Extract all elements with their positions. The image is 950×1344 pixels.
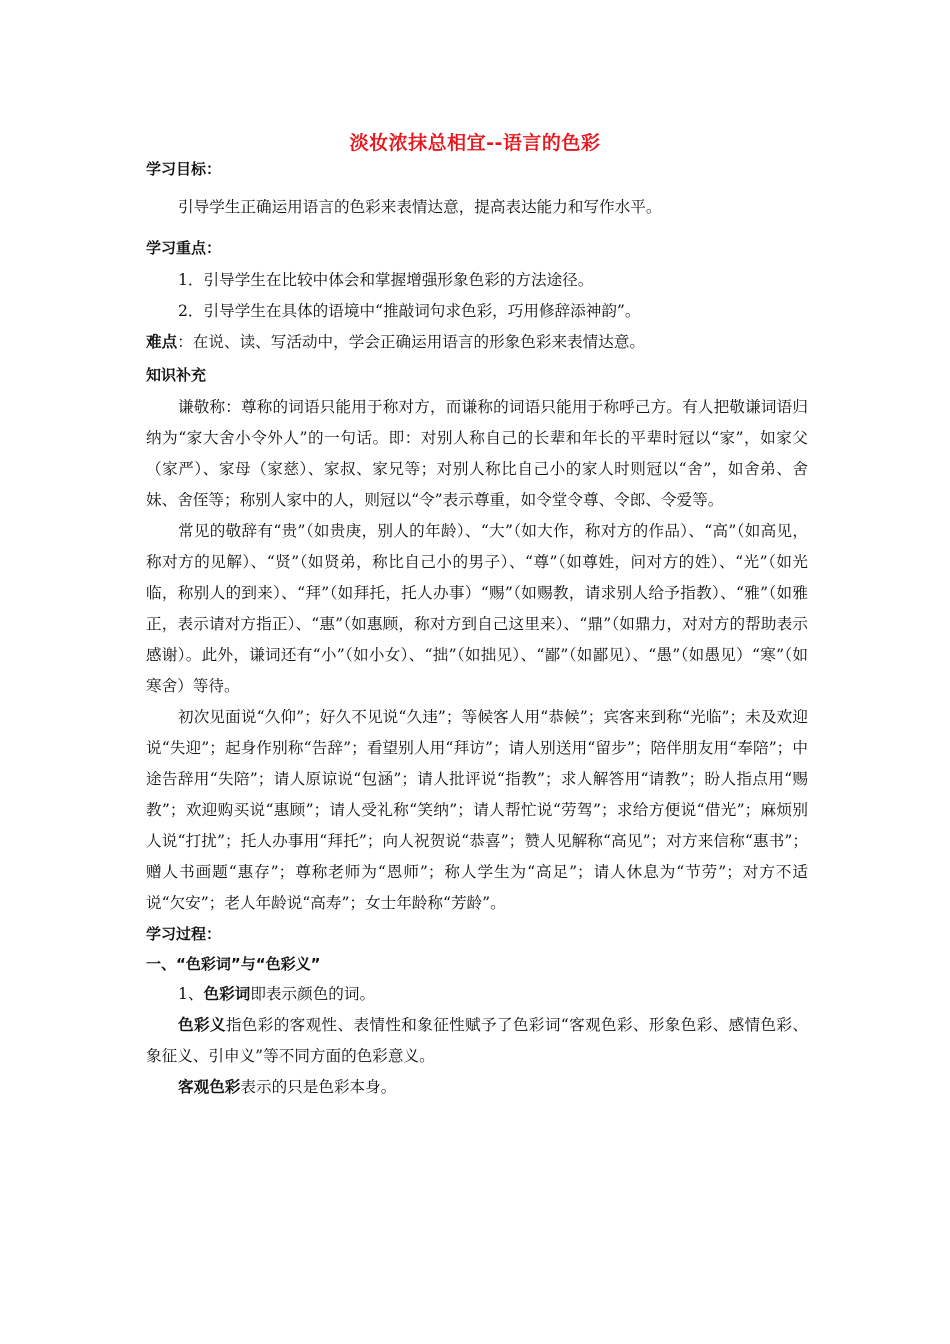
definition-text: 即表示颜色的词。 [250, 985, 376, 1003]
color-word-definition [146, 979, 808, 1010]
supplement-heading: 知识补充 [146, 366, 207, 384]
difficulty-line [146, 327, 808, 358]
goals-text: 引导学生正确运用语言的色彩来表情达意，提高表达能力和写作水平。 [178, 198, 662, 216]
difficulty-text: ：在说、读、写活动中，学会正确运用语言的形象色彩来表情达意。 [177, 333, 646, 351]
document-body [146, 156, 808, 1103]
term-color-word: 色彩词 [203, 985, 251, 1003]
objective-color-definition [146, 1072, 808, 1103]
definition-text: 表示的只是色彩本身。 [240, 1078, 397, 1096]
item-number: 1、 [178, 985, 204, 1003]
key-point-1: 1．引导学生在比较中体会和掌握增强形象色彩的方法途径。 [178, 271, 594, 289]
document-title: 淡妆浓抹总相宜--语言的色彩 [349, 132, 601, 154]
supplement-paragraph: 谦敬称：尊称的词语只能用于称对方，而谦称的词语只能用于称呼己方。有人把敬谦词语归纳为“家大舍小令外人”的一句话。即：对别人称自己的长辈和年长的平辈时冠以“家”，如家父（家严）、家母（家慈）、家叔、家兄等；对别人称比自己小的家人时则冠以“舍”，如舍弟、舍妹、舍侄等；称别人家中的人，则冠以“令”表示尊重，如令堂令尊、令郎、令爱等。 [146, 398, 808, 509]
process-heading: 学习过程： [146, 925, 222, 943]
color-meaning-definition [146, 1010, 808, 1072]
term-color-meaning: 色彩义 [178, 1016, 226, 1034]
term-objective-color: 客观色彩 [178, 1078, 241, 1096]
difficulty-label: 难点 [146, 333, 178, 351]
supplement-paragraph: 初次见面说“久仰”；好久不见说“久违”；等候客人用“恭候”；宾客来到称“光临”；未及欢迎说“失迎”；起身作别称“告辞”；看望别人用“拜访”；请人别送用“留步”；陪伴朋友用“奉陪”；中途告辞用“失陪”；请人原谅说“包涵”；请人批评说“指教”；求人解答用“请教”；盼人指点用“赐教”；欢迎购买说“惠顾”；请人受礼称“笑纳”；请人帮忙说“劳驾”；求给方便说“借光”；麻烦别人说“打扰”；托人办事用“拜托”；向人祝贺说“恭喜”；赞人见解称“高见”；对方来信称“惠书”；赠人书画题“惠存”；尊称老师为“恩师”；称人学生为“高足”；请人休息为“节劳”；对方不适说“欠安”；老人年龄说“高寿”；女士年龄称“芳龄”。 [146, 708, 808, 912]
definition-text: 指色彩的客观性、表情性和象征性赋予了色彩词“客观色彩、形象色彩、感情色彩、象征义、引申义”等不同方面的色彩意义。 [146, 1016, 808, 1065]
supplement-paragraph: 常见的敬辞有“贵”（如贵庚，别人的年龄）、“大”（如大作，称对方的作品）、“高”（如高见，称对方的见解）、“贤”（如贤弟，称比自己小的男子）、“尊”（如尊姓，问对方的姓）、“光”（如光临，称别人的到来）、“拜”（如拜托，托人办事）“赐”（如赐教，请求别人给予指教）、“雅”（如雅正，表示请对方指正）、“惠”（如惠顾，称对方到自己这里来）、“鼎”（如鼎力，对对方的帮助表示感谢）。此外，谦词还有“小”（如小女）、“拙”（如拙见）、“鄙”（如鄙见）、“愚”（如愚见）“寒”（如寒舍）等待。 [146, 522, 808, 695]
key-points-heading: 学习重点： [146, 239, 222, 257]
key-point-2: 2．引导学生在具体的语境中“推敲词句求色彩，巧用修辞添神韵”。 [178, 302, 641, 320]
section-heading: 一、“色彩词”与“色彩义” [146, 955, 321, 973]
goals-heading: 学习目标： [146, 160, 222, 178]
